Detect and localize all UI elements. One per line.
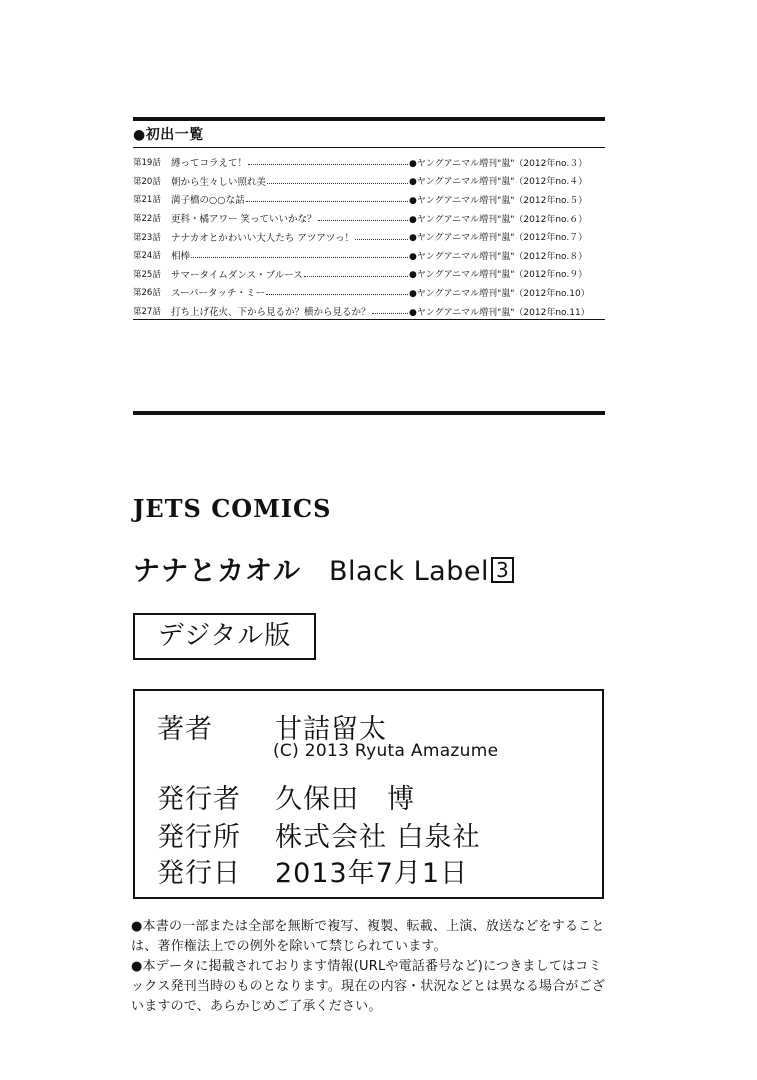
book-title-english: Black Label [329, 556, 489, 587]
toc-episode: 第25話 [133, 269, 161, 280]
author-label: 著者 [157, 714, 213, 745]
toc-leader [355, 238, 408, 240]
toc-source: ●ヤングアニマル増刊"嵐"（2012年no.６） [409, 214, 588, 225]
toc-entry [133, 283, 605, 302]
middle-rule [133, 411, 605, 415]
book-title-japanese: ナナとカオル [133, 556, 301, 587]
toc-title: 満子橋の○○な話 [171, 195, 245, 207]
toc-bottom-line [133, 319, 605, 320]
volume-number: 3 [491, 557, 514, 583]
toc-entry [133, 153, 605, 172]
toc-leader [248, 163, 408, 165]
toc-source: ●ヤングアニマル増刊"嵐"（2012年no.３） [409, 158, 588, 169]
date-label: 発行日 [157, 858, 241, 889]
toc-source: ●ヤングアニマル増刊"嵐"（2012年no.９） [409, 270, 588, 281]
toc-leader [372, 312, 408, 314]
toc-episode: 第22話 [133, 214, 161, 225]
toc-title: 打ち上げ花火、下から見るか？横から見るか？ [171, 307, 371, 319]
toc-entry [133, 172, 605, 191]
toc-title: スーパータッチ・ミー [171, 288, 266, 300]
company-name: 株式会社 白泉社 [275, 822, 481, 853]
toc-episode: 第19話 [133, 158, 161, 169]
toc-episode: 第20話 [133, 176, 161, 187]
colophon-box [133, 689, 604, 899]
data-disclaimer: ●本データに掲載されております情報(URLや電話番号など)につきましてはコミックス発刊当時のものとなります。現在の内容・状況などとは異なる場合がございますので、あらかじめご了承ください。 [131, 959, 606, 1014]
author-name: 甘詰留太 [275, 714, 387, 745]
toc-episode: 第21話 [133, 195, 161, 206]
toc-leader [318, 219, 408, 221]
company-label: 発行所 [157, 822, 241, 853]
copyright-warning: ●本書の一部または全部を無断で複写、複製、転載、上演、放送などをすることは、著作権法上での例外を除いて禁じられています。 [131, 919, 605, 954]
toc-entry [133, 190, 605, 209]
first-publication-heading: ●初出一覧 [133, 127, 204, 143]
toc-entry [133, 265, 605, 284]
toc-episode: 第26話 [133, 288, 161, 299]
toc-leader [267, 182, 408, 184]
toc-episode: 第24話 [133, 251, 161, 262]
toc-title: 相棒 [171, 251, 191, 263]
toc-title: ナナカオとかわいい大人たち アツアツっ！ [171, 232, 355, 244]
toc-leader [191, 256, 408, 258]
first-publication-list [133, 153, 605, 320]
edition-label: デジタル版 [133, 613, 316, 660]
toc-title: 朝から生々しい照れ美 [171, 176, 267, 188]
toc-source: ●ヤングアニマル増刊"嵐"（2012年no.10） [409, 288, 590, 299]
publisher-name: 久保田 博 [275, 784, 415, 815]
toc-title: 更科・橘アワー 笑っていいかな？ [171, 214, 317, 226]
toc-entry [133, 209, 605, 228]
toc-leader [304, 275, 408, 277]
top-rule [133, 117, 605, 121]
toc-source: ●ヤングアニマル増刊"嵐"（2012年no.４） [409, 177, 588, 188]
toc-episode: 第23話 [133, 232, 161, 243]
toc-source: ●ヤングアニマル増刊"嵐"（2012年no.８） [409, 251, 588, 262]
toc-leader [266, 293, 408, 295]
toc-source: ●ヤングアニマル増刊"嵐"（2012年no.11） [409, 307, 590, 318]
book-title [133, 549, 514, 588]
publication-date: 2013年7月1日 [275, 858, 469, 889]
copyright-notice: (C) 2013 Ryuta Amazume [273, 741, 499, 761]
publisher-label: 発行者 [157, 784, 241, 815]
toc-source: ●ヤングアニマル増刊"嵐"（2012年no.５） [409, 195, 588, 206]
toc-source: ●ヤングアニマル増刊"嵐"（2012年no.７） [409, 233, 588, 244]
toc-entry [133, 302, 605, 321]
toc-title: サマータイムダンス・ブルース [171, 269, 303, 281]
series-label: JETS COMICS [133, 494, 332, 523]
toc-title: 縛ってコラえて！ [171, 158, 248, 170]
toc-entry [133, 227, 605, 246]
toc-leader [246, 200, 408, 202]
toc-entry [133, 246, 605, 265]
toc-episode: 第27話 [133, 307, 161, 318]
toc-top-line [133, 147, 605, 148]
